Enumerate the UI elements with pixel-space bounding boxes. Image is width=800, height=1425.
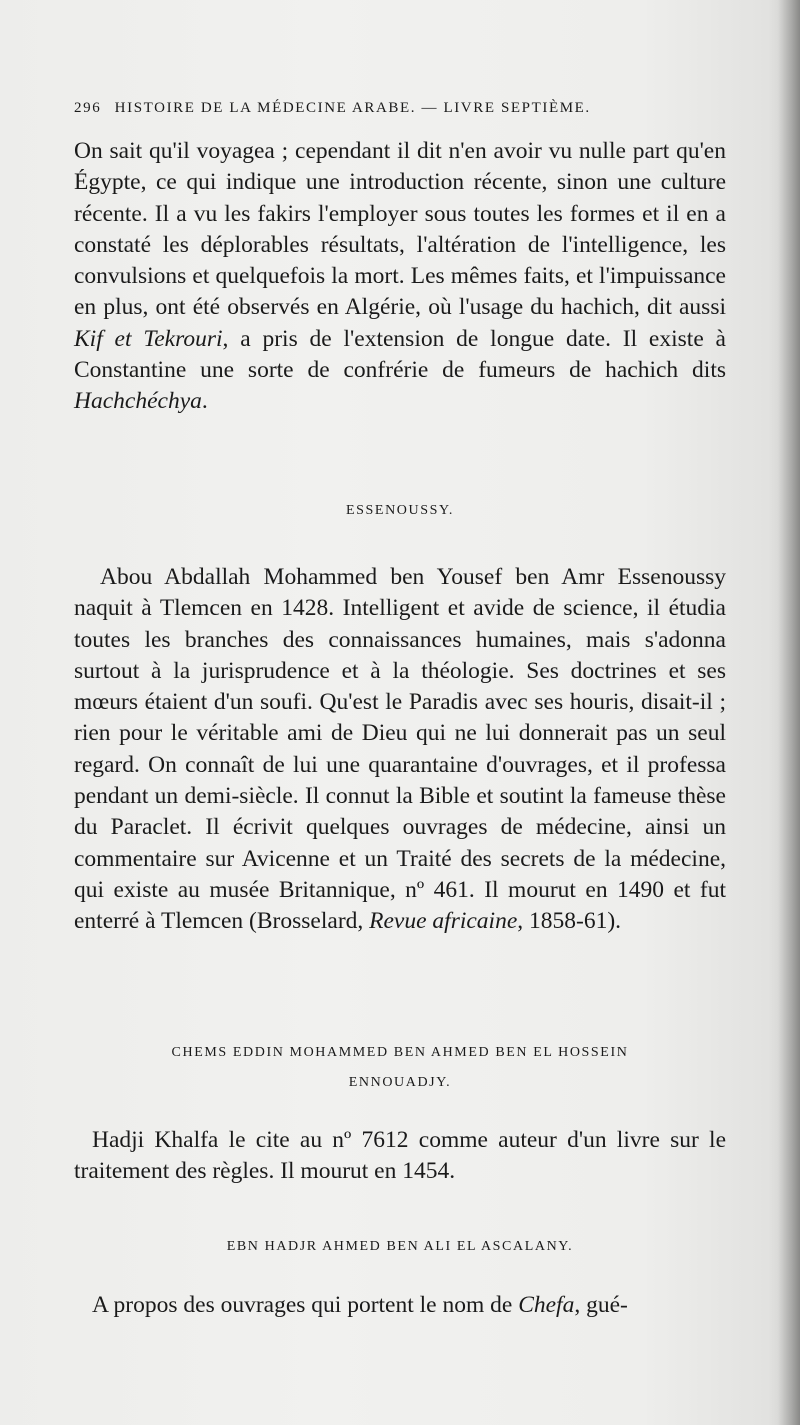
paragraph-text: , a pris de l'extension de longue date. Il existe à Constantine une sorte de confrérie de fumeurs de hachich dits: [74, 325, 726, 384]
paragraph-text: , 1858-61).: [517, 908, 622, 935]
section-title-line-1: CHEMS EDDIN MOHAMMED BEN AHMED BEN EL HOSSEIN: [171, 1045, 629, 1060]
section-heading-ascalany: [74, 1232, 726, 1262]
paragraph-text: .: [201, 388, 208, 415]
section-heading-ennouadjy: [74, 1038, 726, 1098]
section-heading-essenoussy: [74, 496, 726, 526]
italic-title: Revue africaine: [369, 908, 518, 935]
paragraph-ascalany: [74, 1290, 726, 1321]
italic-term: Chefa: [518, 1292, 575, 1318]
italic-term: Hachchéchya: [74, 388, 202, 415]
section-title-line-2: ENNOUADJY.: [348, 1075, 452, 1090]
running-header: [74, 100, 724, 117]
paragraph-text: Hadji Khalfa le cite au nº 7612 comme auteur d'un livre sur le traitement des règles. Il mourut en 1454.: [74, 1127, 726, 1185]
paragraph-text: A propos des ouvrages qui portent le nom de: [92, 1292, 519, 1318]
paragraph-ennouadjy: [74, 1125, 726, 1188]
page-number: 296: [74, 100, 102, 116]
running-title: HISTOIRE DE LA MÉDECINE ARABE. — LIVRE SEPTIÈME.: [114, 100, 591, 116]
section-title: EBN HADJR AHMED BEN ALI EL ASCALANY.: [226, 1239, 574, 1254]
section-title: ESSENOUSSY.: [346, 503, 454, 518]
page-gutter-shadow: [778, 0, 800, 1425]
paragraph-hachich: [74, 136, 726, 418]
italic-term: Kif et Tekrouri: [74, 325, 223, 352]
paragraph-essenoussy: [74, 562, 726, 938]
paragraph-text: , gué-: [574, 1292, 628, 1318]
paragraph-text: Abou Abdallah Mohammed ben Yousef ben Amr Essenoussy naquit à Tlemcen en 1428. Intelligent et avide de science, il étudia toutes les branches des connaissances humaines, mais s'adonna surtout à la jurisprudence et à la théologie. Ses doctrines et ses mœurs étaient d'un soufi. Qu'est le Paradis avec ses houris, disait-il ; rien pour le véritable ami de Dieu qui ne lui donnerait pas un seul regard. On connaît de lui une quarantaine d'ouvrages, et il professa pendant un demi-siècle. Il connut la Bible et soutint la fameuse thèse du Paraclet. Il écrivit quelques ouvrages de médecine, ainsi un commentaire sur Avicenne et un Traité des secrets de la médecine, qui existe au musée Britannique, nº 461. Il mourut en 1490 et fut enterré à Tlemcen (Brosselard,: [74, 564, 726, 935]
paragraph-text: On sait qu'il voyagea ; cependant il dit n'en avoir vu nulle part qu'en Égypte, ce qui indique une introduction récente, sinon une culture récente. Il a vu les fakirs l'employer sous toutes les formes et il en a constaté les déplorables résultats, l'altération de l'intelligence, les convulsions et quelquefois la mort. Les mêmes faits, et l'impuissance en plus, ont été observés en Algérie, où l'usage du hachich, dit aussi: [74, 138, 726, 321]
